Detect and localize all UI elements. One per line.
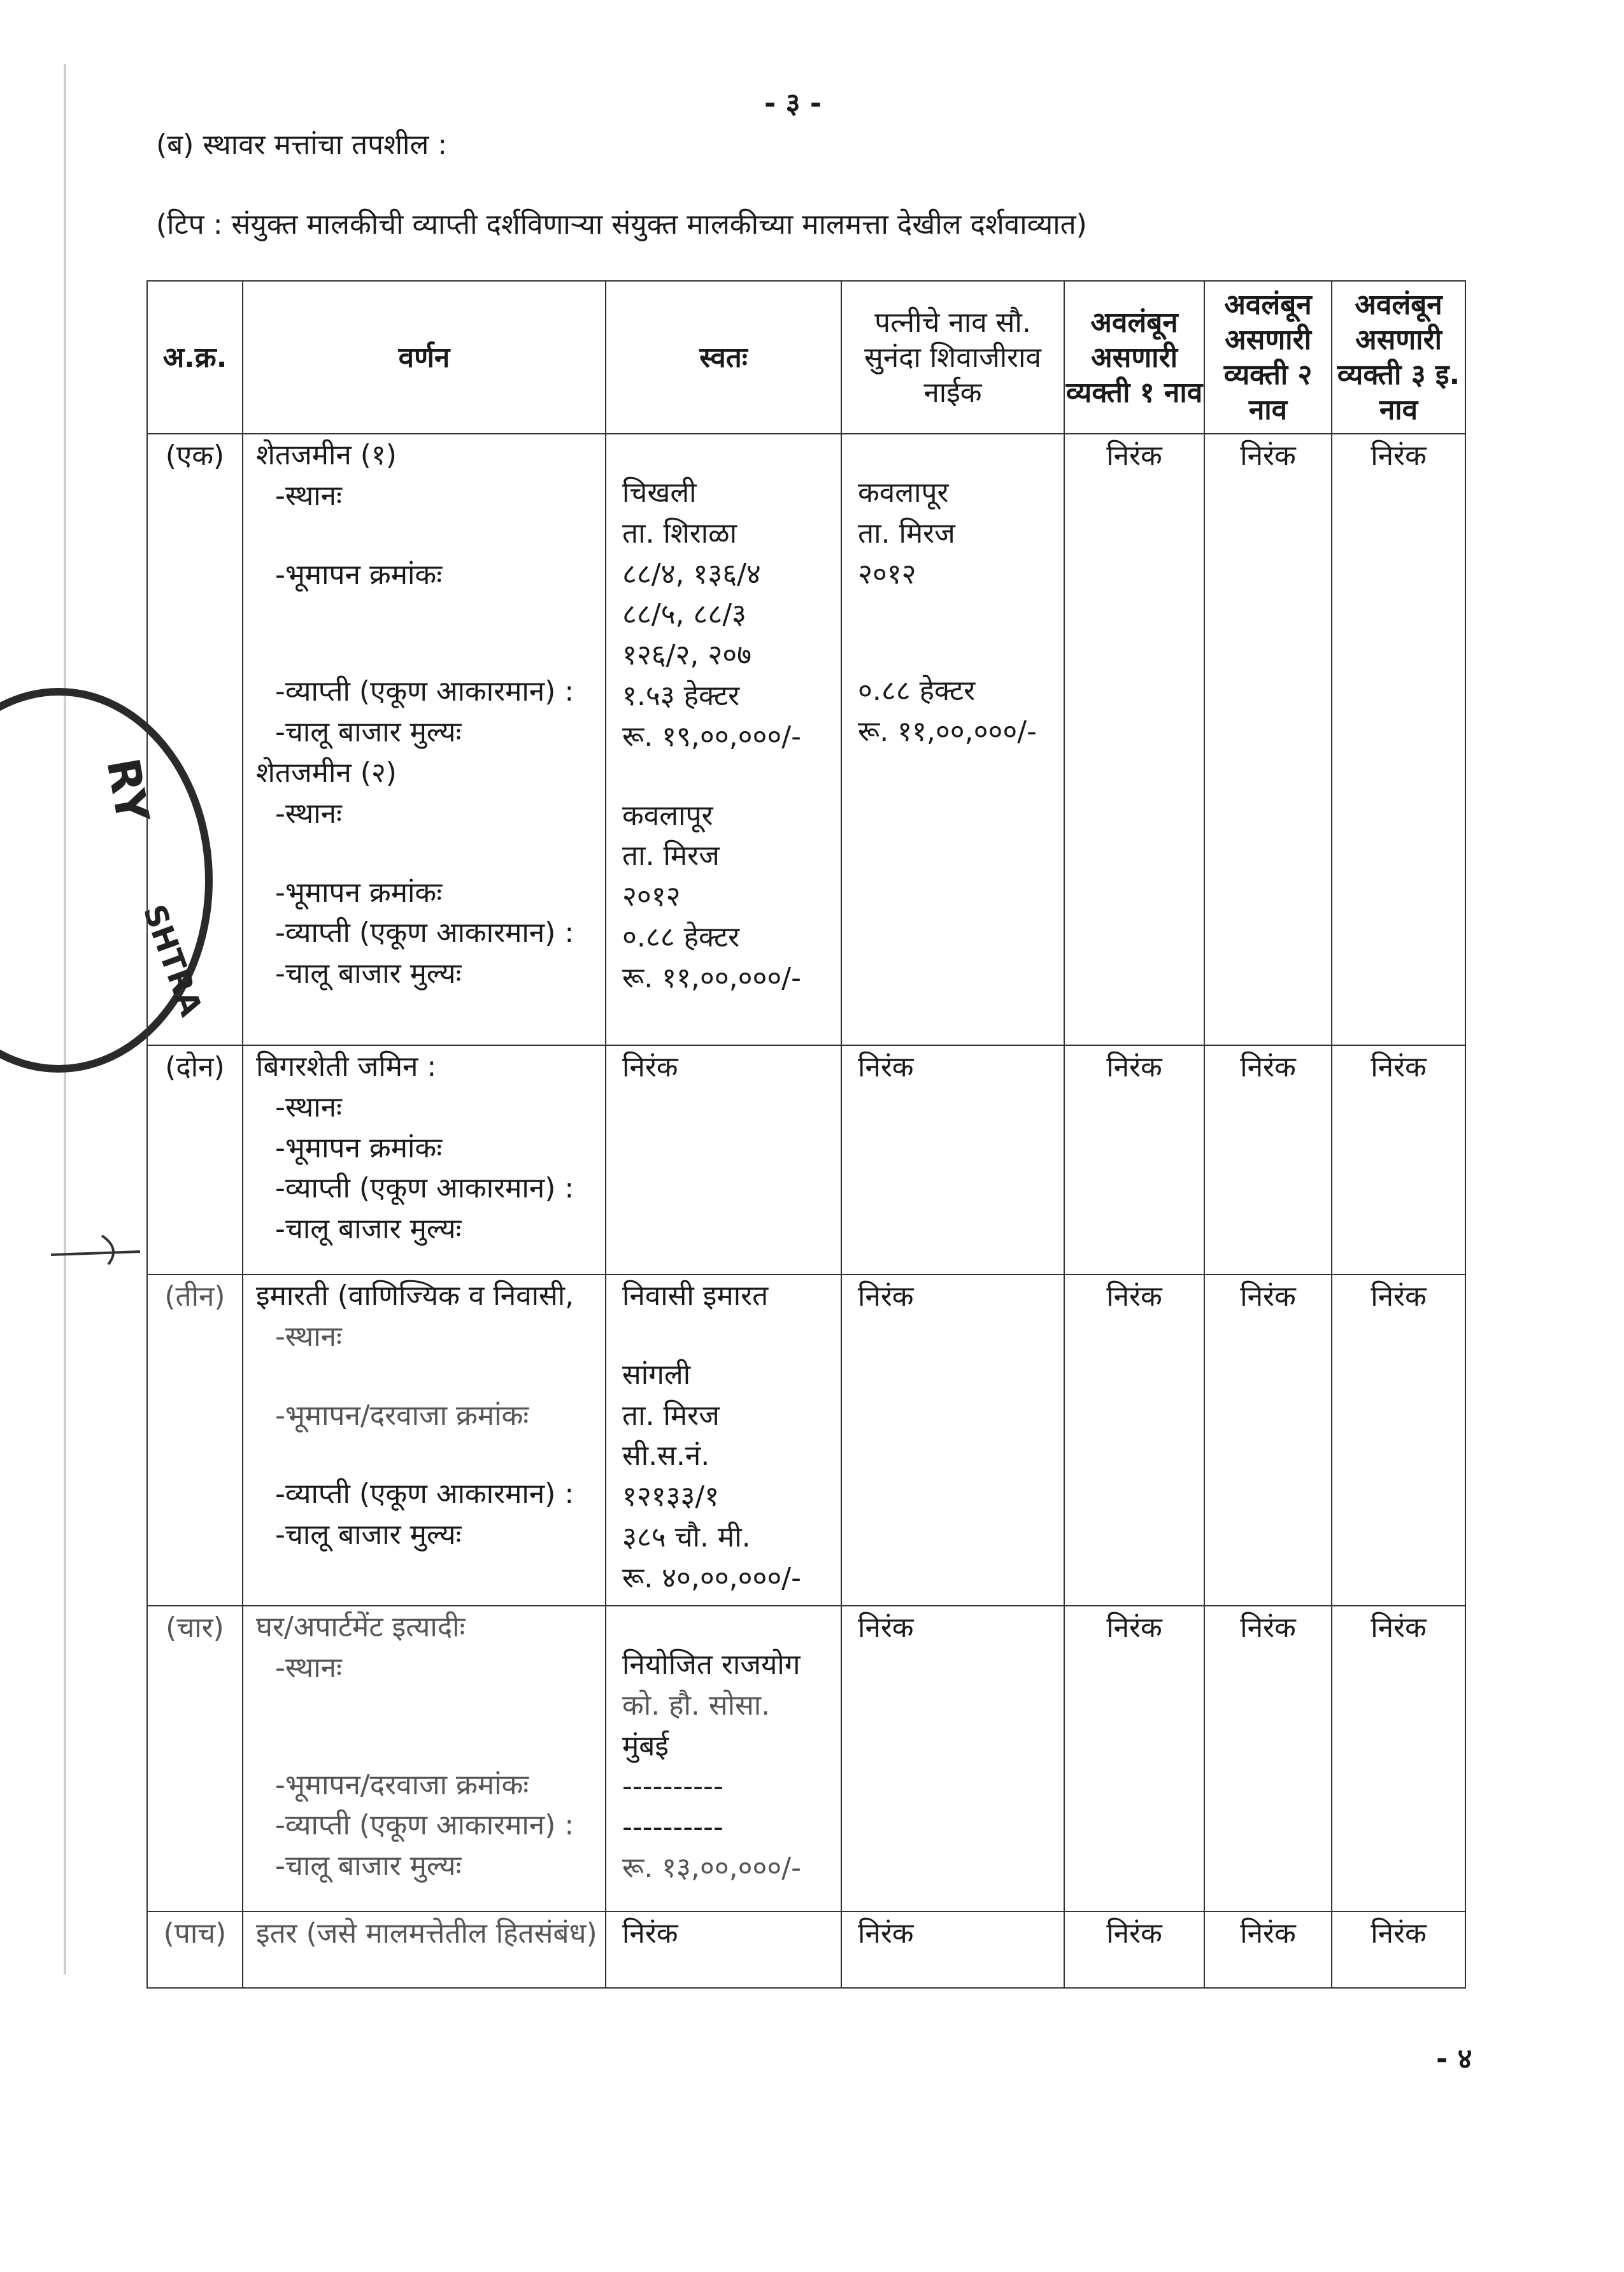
desc-line: शेतजमीन (१) (256, 439, 397, 471)
self-line: ---------- (622, 1811, 723, 1844)
table-row (147, 1911, 1465, 1988)
desc-line: शेतजमीन (२) (256, 756, 397, 789)
self-line: रू. १९,००,०००/- (622, 720, 801, 753)
self-line: को. हौ. सोसा. (622, 1689, 771, 1722)
row-spouse: निरंक (841, 1275, 1064, 1606)
row-serial: (चार) (147, 1606, 243, 1911)
self-line: ता. शिराळा (622, 517, 737, 550)
row-dependent-1: निरंक (1064, 434, 1204, 1045)
desc-line: -व्याप्ती (एकूण आकारमान) : (275, 1172, 574, 1205)
row-dependent-3: निरंक (1332, 1045, 1465, 1275)
row-spouse: निरंक (841, 1911, 1064, 1988)
desc-line: -स्थानः (275, 1651, 342, 1684)
desc-line: -व्याप्ती (एकूण आकारमान) : (275, 1478, 574, 1511)
row-self (606, 434, 841, 1045)
self-line: १२६/२, २०७ (622, 639, 751, 672)
desc-line: घर/अपार्टमेंट इत्यादीः (256, 1611, 466, 1643)
header-dependent-2: अवलंबून असणारी व्यक्ती २ नाव (1204, 281, 1332, 434)
row-dependent-1: निरंक (1064, 1275, 1204, 1606)
row-description (243, 1275, 606, 1606)
desc-line: -स्थानः (275, 479, 342, 512)
desc-line: -भूमापन क्रमांकः (275, 558, 443, 591)
row-description (243, 1045, 606, 1275)
spouse-line: रू. ११,००,०००/- (858, 715, 1037, 748)
seal-text-bottom: SHTRA (136, 900, 210, 1021)
self-line: ता. मिरज (622, 1399, 720, 1432)
row-dependent-2: निरंक (1204, 1606, 1332, 1911)
desc-line: -चालू बाजार मुल्यः (275, 1518, 462, 1552)
row-serial: (पाच) (147, 1911, 243, 1988)
desc-line: -भूमापन क्रमांकः (275, 876, 443, 909)
table-row (147, 1275, 1465, 1606)
header-dependent-3: अवलंबून असणारी व्यक्ती ३ इ. नाव (1332, 281, 1465, 434)
row-dependent-1: निरंक (1064, 1911, 1204, 1988)
self-line: नियोजित राजयोग (622, 1648, 801, 1681)
self-line: सांगली (622, 1358, 691, 1391)
self-line: चिखली (622, 476, 697, 509)
row-dependent-3: निरंक (1332, 1275, 1465, 1606)
self-line: १.५३ हेक्टर (622, 679, 740, 712)
row-spouse: निरंक (841, 1606, 1064, 1911)
row-spouse: निरंक (841, 1045, 1064, 1275)
self-line: ८८/४, १३६/४ (622, 557, 761, 590)
next-page-number: - ४ (1436, 2043, 1472, 2075)
self-line: ०.८८ हेक्टर (622, 920, 740, 954)
spouse-line: कवलापूर (858, 476, 949, 509)
spouse-line: ०.८८ हेक्टर (858, 675, 976, 708)
desc-line: -व्याप्ती (एकूण आकारमान) : (275, 675, 574, 708)
row-dependent-2: निरंक (1204, 1045, 1332, 1275)
header-dependent-1: अवलंबून असणारी व्यक्ती १ नाव (1064, 281, 1204, 434)
row-serial: (तीन) (147, 1275, 243, 1606)
desc-line: -स्थानः (275, 1090, 342, 1124)
row-spouse (841, 434, 1064, 1045)
table-row (147, 1606, 1465, 1911)
row-self (606, 1606, 841, 1911)
row-self: निरंक (606, 1045, 841, 1275)
self-line: ता. मिरज (622, 839, 720, 873)
row-serial: (एक) (147, 434, 243, 1045)
row-self: निरंक (606, 1911, 841, 1988)
page-number: - ३ - (764, 87, 822, 120)
pen-mark (45, 1229, 146, 1268)
header-serial: अ.क्र. (147, 281, 243, 434)
self-line: ---------- (622, 1770, 723, 1803)
row-description (243, 434, 606, 1045)
desc-line: -भूमापन/दरवाजा क्रमांकः (275, 1768, 529, 1801)
row-dependent-1: निरंक (1064, 1606, 1204, 1911)
desc-line: -भूमापन क्रमांकः (275, 1131, 443, 1164)
self-line: रू. ११,००,०००/- (622, 961, 801, 994)
row-dependent-2: निरंक (1204, 434, 1332, 1045)
header-spouse: पत्नीचे नाव सौ. सुनंदा शिवाजीराव नाईक (841, 281, 1064, 434)
desc-line: -चालू बाजार मुल्यः (275, 1850, 462, 1883)
self-line: कवलापूर (622, 799, 713, 832)
table-header-row (147, 281, 1465, 434)
header-self: स्वतः (606, 281, 841, 434)
self-line: १२१३३/१ (622, 1480, 720, 1513)
self-line: मुंबई (622, 1729, 669, 1762)
desc-line: -चालू बाजार मुल्यः (275, 957, 462, 990)
self-line: २०१२ (622, 880, 681, 913)
row-dependent-2: निरंक (1204, 1275, 1332, 1606)
self-line: रू. १३,००,०००/- (622, 1851, 801, 1884)
row-self (606, 1275, 841, 1606)
self-line: रू. ४०,००,०००/- (622, 1561, 801, 1594)
table-row (147, 434, 1465, 1045)
immovable-assets-table (146, 280, 1466, 1989)
spouse-line: २०१२ (858, 557, 916, 590)
desc-line: -चालू बाजार मुल्यः (275, 1213, 462, 1246)
self-line: निवासी इमारत (622, 1280, 769, 1312)
row-dependent-3: निरंक (1332, 1911, 1465, 1988)
spouse-line: ता. मिरज (858, 517, 955, 550)
desc-line: -स्थानः (275, 1320, 342, 1353)
self-line: ८८/५, ८८/३ (622, 598, 746, 631)
desc-line: -चालू बाजार मुल्यः (275, 716, 462, 749)
header-description: वर्णन (243, 281, 606, 434)
row-dependent-3: निरंक (1332, 1606, 1465, 1911)
desc-line: -व्याप्ती (एकूण आकारमान) : (275, 1809, 574, 1842)
desc-line: बिगरशेती जमिन : (256, 1050, 437, 1083)
row-description (243, 1606, 606, 1911)
section-note: (टिप : संयुक्त मालकीची व्याप्ती दर्शविणाऱ्या संयुक्त मालकीच्या मालमत्ता देखील दर्शवाव्यात) (156, 208, 1087, 241)
desc-line: इमारती (वाणिज्यिक व निवासी, (256, 1280, 574, 1312)
row-dependent-2: निरंक (1204, 1911, 1332, 1988)
section-title: (ब) स्थावर मत्तांचा तपशील : (156, 129, 448, 161)
table-row (147, 1045, 1465, 1275)
row-serial: (दोन) (147, 1045, 243, 1275)
seal-text-top: RY (96, 754, 159, 827)
row-dependent-3: निरंक (1332, 434, 1465, 1045)
desc-line: -स्थानः (275, 797, 342, 830)
self-line: ३८५ चौ. मी. (622, 1520, 751, 1554)
desc-line: -व्याप्ती (एकूण आकारमान) : (275, 917, 574, 950)
row-description: इतर (जसे मालमत्तेतील हितसंबंध) (243, 1911, 606, 1988)
desc-line: -भूमापन/दरवाजा क्रमांकः (275, 1399, 529, 1432)
row-dependent-1: निरंक (1064, 1045, 1204, 1275)
self-line: सी.स.नं. (622, 1440, 710, 1473)
